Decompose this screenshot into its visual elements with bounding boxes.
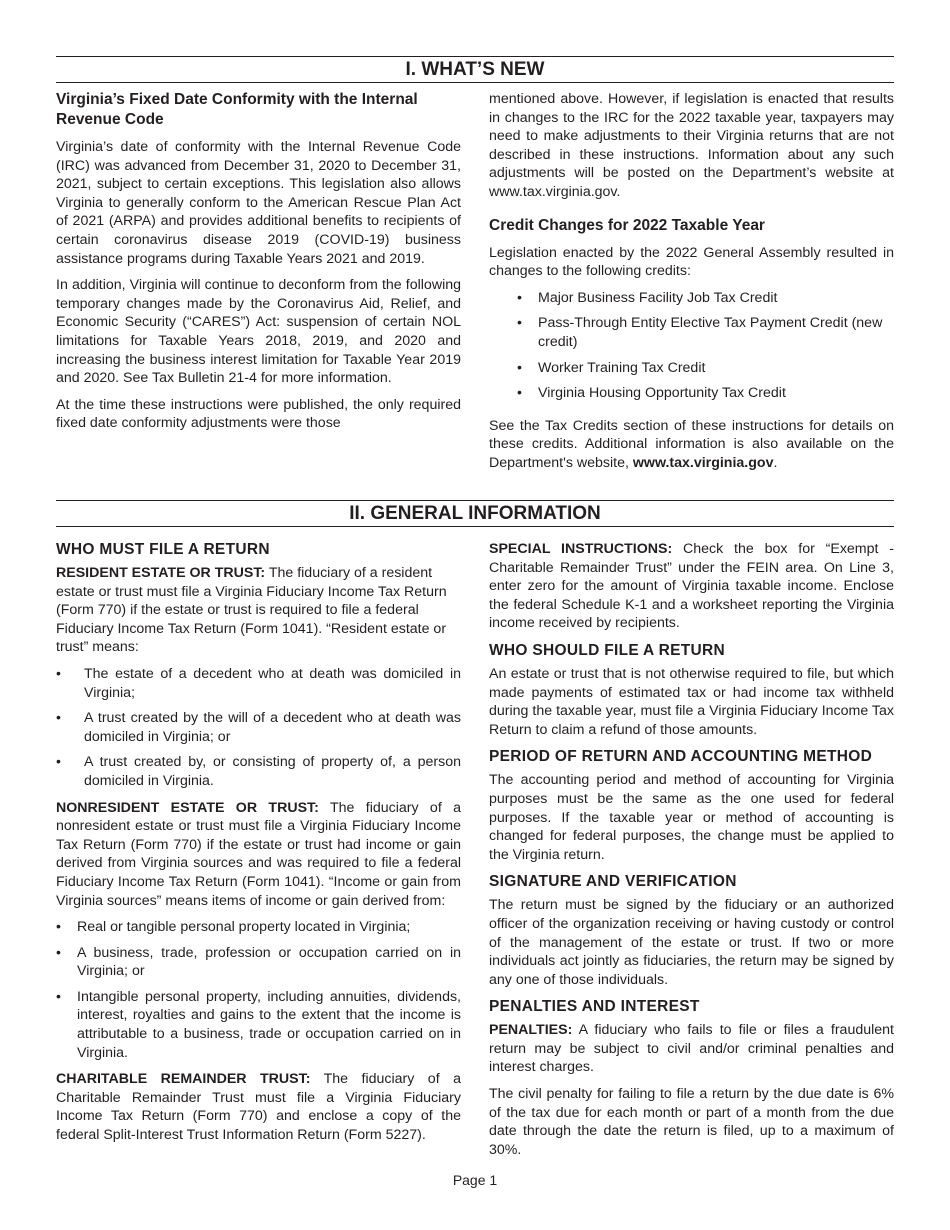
who-should-file-text: An estate or trust that is not otherwise required to file, but which made payments of estimated tax or had income tax withheld during the taxable year, must file a Virginia Fiduciary Income Tax Return to claim a refund of those amounts. bbox=[489, 665, 894, 738]
list-item: • Major Business Facility Job Tax Credit bbox=[517, 289, 778, 306]
civil-penalty-paragraph: The civil penalty for failing to file a return by the due date is 6% of the tax due for each month or part of a month from the due date through the date the return is filed, up to a maximum of 30%. bbox=[489, 1086, 894, 1158]
list-item: • Virginia Housing Opportunity Tax Credit bbox=[517, 385, 786, 402]
conformity-paragraph-1: Virginia’s date of conformity with the Internal Revenue Code (IRC) was advanced from December 31, 2020 to December 31, 2021, subject to certain exceptions. This legislation also allows Virginia to generally conform to the American Rescue Plan Act of 2021 (ARPA) and provides additional benefits to recipients of certain coronavirus disease 2019 (COVID-19) business assistance programs during Taxable Years 2021 and 2019. bbox=[56, 139, 461, 267]
bullet-icon: • bbox=[56, 919, 61, 936]
section-general-information bbox=[56, 500, 894, 1167]
bullet-icon: • bbox=[56, 665, 61, 682]
credit-changes-heading: Credit Changes for 2022 Taxable Year bbox=[489, 216, 765, 234]
bullet-icon: • bbox=[56, 710, 61, 727]
list-item: • A business, trade, profession or occupation carried on in Virginia; or bbox=[56, 944, 461, 980]
signature-heading: SIGNATURE AND VERIFICATION bbox=[489, 873, 737, 891]
bullet-icon: • bbox=[517, 315, 522, 332]
general-left-column bbox=[56, 540, 461, 1167]
section-title-general-information: II. GENERAL INFORMATION bbox=[56, 500, 894, 527]
resident-estate-paragraph: RESIDENT ESTATE OR TRUST: The fiduciary of a resident estate or trust must file a Virginia Fiduciary Income Tax Return (Form 770) if the estate or trust is required to file a federal Fiduciary Income Tax Return (Form 1041). “Resident estate or trust” means: bbox=[56, 565, 447, 656]
penalties-heading: PENALTIES AND INTEREST bbox=[489, 998, 700, 1016]
conformity-paragraph-2: In addition, Virginia will continue to deconform from the following temporary changes made by the Coronavirus Aid, Relief, and Economic Security (“CARES”) Act: suspension of certain NOL limitations for Taxable Years 2018, 2019, and 2020 and increasing the business interest limitation for Taxable Year 2019 and 2020. See Tax Bulletin 21-4 for more information. bbox=[56, 277, 461, 387]
signature-text: The return must be signed by the fiduciary or an authorized officer of the organization receiving or having custody or control of the management of the estate or trust. If two or more individuals act jointly as fiduciaries, the return may be signed by any one of those individuals. bbox=[489, 897, 894, 988]
nonresident-estate-paragraph: NONRESIDENT ESTATE OR TRUST: The fiduciary of a nonresident estate or trust must file a Virginia Fiduciary Income Tax Return (Form 770) if the estate or trust had income or gain derived from Virginia sources and was required to file a federal Fiduciary Income Tax Return (Form 1041). “Income or gain from Virginia sources” means items of income or gain derived from: bbox=[56, 799, 461, 909]
bullet-icon: • bbox=[517, 359, 522, 376]
whats-new-left-column bbox=[56, 90, 461, 481]
conformity-heading: Virginia’s Fixed Date Conformity with the Internal Revenue Code bbox=[56, 91, 418, 128]
resident-estate-list bbox=[56, 665, 461, 791]
special-instructions-paragraph: SPECIAL INSTRUCTIONS: Check the box for “Exempt - Charitable Remainder Trust” under the FEIN area. On Line 3, enter zero for the amount of Virginia taxable income. Enclose the federal Schedule K-1 and a worksheet reporting the Virginia income received by recipients. bbox=[489, 541, 894, 632]
period-of-return-text: The accounting period and method of accounting for Virginia purposes must be the same as the one used for federal purposes. If the taxable year or method of accounting is changed for federal purposes, the change must be applied to the Virginia return. bbox=[489, 772, 894, 863]
who-must-file-heading: WHO MUST FILE A RETURN bbox=[56, 541, 270, 558]
tax-credits-note: See the Tax Credits section of these instructions for details on these credits. Additional information is also available on the Department's website, www.tax.virginia.gov. bbox=[489, 417, 894, 471]
section-whats-new bbox=[56, 56, 894, 481]
penalties-paragraph: PENALTIES: A fiduciary who fails to file or files a fraudulent return may be subject to civil and/or criminal penalties and interest charges. bbox=[489, 1022, 894, 1076]
bullet-icon: • bbox=[56, 988, 61, 1005]
website-link[interactable]: www.tax.virginia.gov bbox=[632, 454, 774, 471]
section-title-whats-new: I. WHAT’S NEW bbox=[56, 56, 894, 83]
who-should-file-heading: WHO SHOULD FILE A RETURN bbox=[489, 641, 725, 659]
list-item: • A trust created by the will of a decedent who at death was domiciled in Virginia; or bbox=[56, 710, 461, 745]
bullet-icon: • bbox=[56, 944, 61, 961]
charitable-remainder-paragraph: CHARITABLE REMAINDER TRUST: The fiduciary of a Charitable Remainder Trust must file a Virginia Fiduciary Income Tax Return (Form 770) and enclose a copy of the federal Split-Interest Trust Information Return (Form 5227). bbox=[56, 1071, 461, 1144]
conformity-paragraph-continued: mentioned above. However, if legislation is enacted that results in changes to the IRC for the 2022 taxable year, taxpayers may need to make adjustments to their Virginia returns that are not described in these instructions. Information about any such adjustments will be posted on the Department’s website at www.tax.virginia.gov. bbox=[489, 91, 894, 200]
period-of-return-heading: PERIOD OF RETURN AND ACCOUNTING METHOD bbox=[489, 748, 873, 766]
bullet-icon: • bbox=[517, 289, 522, 306]
list-item: • Pass-Through Entity Elective Tax Payment Credit (new credit) bbox=[517, 315, 883, 350]
page-number: Page 1 bbox=[452, 1172, 498, 1188]
whats-new-right-column bbox=[489, 90, 894, 481]
conformity-paragraph-3: At the time these instructions were published, the only required fixed date conformity adjustments were those bbox=[56, 396, 461, 432]
credit-changes-list bbox=[489, 289, 894, 403]
list-item: • The estate of a decedent who at death was domiciled in Virginia; bbox=[56, 665, 461, 701]
bullet-icon: • bbox=[517, 385, 522, 402]
list-item: • Intangible personal property, including annuities, dividends, interest, royalties and gains to the extent that the income is attributable to a business, trade or occupation carried on in Virginia. bbox=[56, 988, 461, 1061]
list-item: • Worker Training Tax Credit bbox=[517, 359, 706, 376]
credit-changes-intro: Legislation enacted by the 2022 General Assembly resulted in changes to the following credits: bbox=[489, 244, 894, 280]
bullet-icon: • bbox=[56, 754, 61, 771]
list-item: • A trust created by, or consisting of property of, a person domiciled in Virginia. bbox=[56, 754, 461, 789]
nonresident-sources-list bbox=[56, 918, 461, 1062]
list-item: • Real or tangible personal property located in Virginia; bbox=[56, 919, 411, 936]
general-right-column bbox=[489, 540, 894, 1167]
